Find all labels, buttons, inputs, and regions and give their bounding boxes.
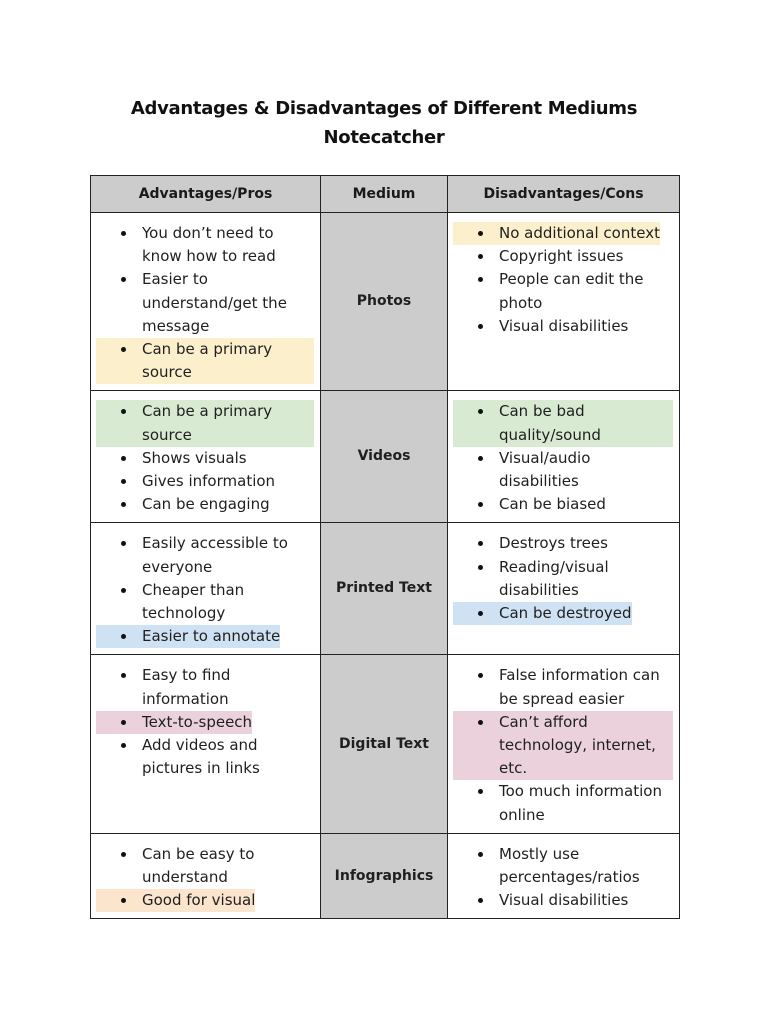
page-title [0, 94, 768, 152]
list-item [476, 245, 673, 268]
list-item-text: Visual/audio disabilities [499, 448, 591, 491]
list-item-text: Easily accessible to everyone [142, 534, 288, 576]
list-item-text: Can be biased [499, 495, 606, 514]
list-item-text: Too much information online [499, 782, 662, 824]
cons-list [476, 843, 673, 913]
list-item-text: Copyright issues [499, 247, 624, 266]
list-item-text: Add videos and pictures in links [142, 736, 260, 778]
cons-list [476, 222, 673, 338]
list-item-text: Gives information [142, 472, 276, 491]
list-item-text: Can be a primary source [142, 340, 273, 382]
list-item [119, 493, 314, 516]
list-item-text: Visual disabilities [499, 891, 629, 910]
cons-cell [448, 213, 680, 391]
list-item-text: Good for visual [142, 891, 256, 910]
pros-list [119, 222, 314, 384]
list-item [119, 447, 314, 470]
title-line-1: Advantages & Disadvantages of Different Mediums [130, 98, 638, 119]
list-item [476, 447, 673, 493]
medium-cell: Digital Text [321, 655, 448, 833]
header-row [91, 176, 680, 213]
pros-cell [91, 655, 321, 833]
list-item-text: Can be easy to understand [142, 844, 255, 887]
list-item [453, 602, 632, 625]
header-cons: Disadvantages/Cons [448, 176, 680, 213]
medium-cell: Infographics [321, 833, 448, 919]
list-item [96, 400, 314, 446]
list-item-text: Text-to-speech [142, 712, 253, 731]
cons-list [476, 400, 673, 516]
list-item [476, 315, 673, 338]
list-item [119, 843, 314, 889]
cons-list [476, 532, 673, 625]
cons-list [476, 664, 673, 826]
list-item-text: Easy to find information [142, 666, 231, 708]
list-item-text: Can be bad quality/sound [499, 402, 601, 444]
list-item [119, 734, 314, 780]
list-item [119, 532, 314, 578]
table-row [91, 833, 680, 919]
medium-cell: Photos [321, 213, 448, 391]
list-item [96, 711, 252, 734]
list-item-text: Can’t afford technology, internet, etc. [499, 712, 656, 778]
list-item-text: Cheaper than technology [142, 580, 245, 623]
header-medium: Medium [321, 176, 448, 213]
table-row [91, 523, 680, 655]
pros-cell [91, 391, 321, 523]
list-item [96, 889, 255, 912]
pros-list [119, 664, 314, 780]
list-item [453, 222, 660, 245]
list-item [119, 579, 314, 625]
table-row [91, 655, 680, 833]
pros-list [119, 532, 314, 648]
list-item [476, 664, 673, 710]
pros-list [119, 843, 314, 913]
list-item [119, 664, 314, 710]
list-item-text: False information can be spread easier [499, 666, 660, 708]
list-item-text: Shows visuals [142, 448, 247, 467]
cons-cell [448, 391, 680, 523]
list-item-text: Reading/visual disabilities [499, 557, 609, 599]
list-item [476, 556, 673, 602]
list-item [453, 711, 673, 781]
pros-cell [91, 523, 321, 655]
table-row [91, 213, 680, 391]
pros-cell [91, 213, 321, 391]
header-pros: Advantages/Pros [91, 176, 321, 213]
list-item-text: People can edit the photo [499, 270, 644, 312]
list-item-text: Can be engaging [142, 495, 270, 514]
title-line-2: Notecatcher [323, 127, 445, 148]
medium-cell: Videos [321, 391, 448, 523]
list-item [476, 532, 673, 555]
cons-cell [448, 655, 680, 833]
list-item-text: Mostly use percentages/ratios [499, 844, 640, 887]
list-item [476, 843, 673, 889]
list-item-text: Easier to annotate [142, 627, 281, 646]
pros-cell [91, 833, 321, 919]
list-item [96, 625, 280, 648]
medium-cell: Printed Text [321, 523, 448, 655]
list-item [96, 338, 314, 384]
list-item [119, 268, 314, 338]
list-item-text: Can be destroyed [499, 604, 632, 623]
list-item [119, 222, 314, 268]
cons-cell [448, 833, 680, 919]
list-item-text: Can be a primary source [142, 402, 273, 444]
cons-cell [448, 523, 680, 655]
list-item-text: Visual disabilities [499, 316, 629, 335]
list-item [476, 780, 673, 826]
pros-list [119, 400, 314, 516]
list-item-text: You don’t need to know how to read [142, 224, 276, 266]
table-row [91, 391, 680, 523]
list-item-text: Destroys trees [499, 534, 608, 553]
list-item [453, 400, 673, 446]
list-item [119, 470, 314, 493]
list-item [476, 889, 673, 912]
list-item-text: Easier to understand/get the message [142, 270, 287, 335]
list-item [476, 493, 673, 516]
notecatcher-table [90, 175, 680, 919]
list-item [476, 268, 673, 314]
list-item-text: No additional context [499, 224, 660, 242]
